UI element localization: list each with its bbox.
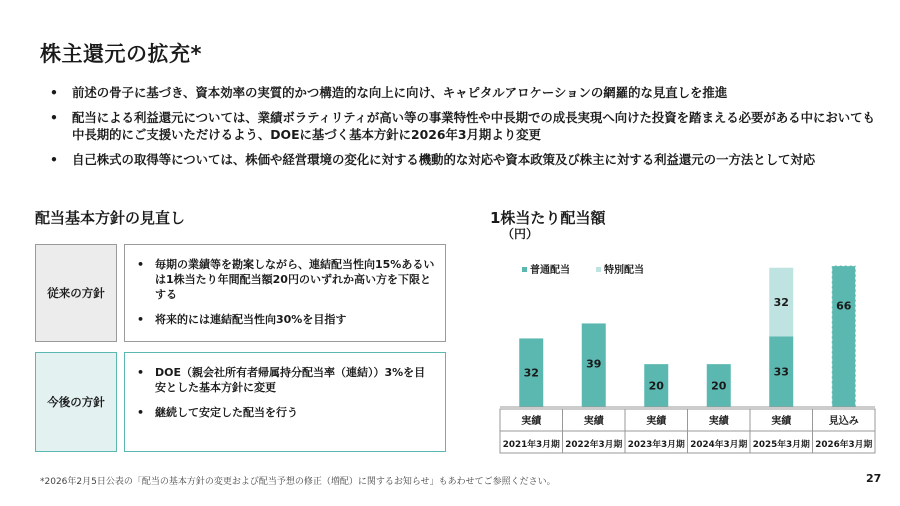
page-number: 27 — [866, 472, 882, 485]
category-status-label: 見込み — [828, 416, 859, 427]
new-policy-label-text: 今後の方針 — [47, 395, 105, 409]
policy-item-text: 毎期の業績等を勘案しながら、連結配当性向15%あるいは1株当たり年間配当額20円のいずれか高い方を下限とする — [155, 258, 435, 301]
category-status-label: 実績 — [521, 416, 542, 427]
category-label: 2024年3月期 — [690, 440, 748, 450]
legend-label: 普通配当 — [530, 265, 570, 276]
bullet-text: 前述の骨子に基づき、資本効率の実質的かつ構造的な向上に向け、キャピタルアロケーションの網羅的な見直しを推進 — [72, 85, 728, 100]
data-label: 66 — [836, 299, 852, 313]
data-label: 32 — [773, 296, 789, 309]
chart-unit-label: （円） — [502, 227, 539, 241]
policy-item-text: 継続して安定した配当を行う — [155, 406, 298, 419]
bullet-dot: • — [50, 110, 58, 125]
category-status-label: 実績 — [583, 416, 604, 427]
policy-item-text: DOE（親会社所有者帰属持分配当率（連結））3%を目安とした基本方針に変更 — [155, 366, 426, 394]
old-policy-label-text: 従来の方針 — [47, 286, 105, 300]
legend-label: 特別配当 — [604, 265, 644, 276]
legend-swatch — [596, 267, 601, 272]
page-title: 株主還元の拡充* — [40, 42, 202, 66]
legend-swatch — [522, 267, 527, 272]
data-label: 32 — [523, 366, 539, 380]
bullet-dot: • — [137, 406, 145, 419]
bullet-text: 配当による利益還元については、業績ボラティリティが高い等の事業特性や中長期での成長実現へ向けた投資を踏まえる必要がある中においても中長期的にご支援いただけるよう、DOEに基づく基本方針に2026年3月期より変更 — [72, 110, 875, 142]
data-label: 33 — [773, 365, 789, 379]
bullet-dot: • — [137, 258, 145, 271]
data-label: 39 — [586, 357, 602, 371]
category-label: 2022年3月期 — [565, 440, 623, 450]
bullet-dot: • — [50, 85, 58, 100]
category-label: 2023年3月期 — [627, 440, 685, 450]
data-label: 20 — [648, 379, 664, 393]
category-label: 2021年3月期 — [502, 440, 560, 450]
category-status-label: 実績 — [708, 416, 729, 427]
policy-section-title: 配当基本方針の見直し — [35, 209, 186, 227]
category-status-label: 実績 — [771, 416, 792, 427]
bullet-text: 自己株式の取得等については、株価や経営環境の変化に対する機動的な対応や資本政策及び株主に対する利益還元の一方法として対応 — [72, 152, 816, 167]
bar-regular — [832, 266, 856, 407]
data-label: 20 — [711, 379, 727, 393]
bullet-dot: • — [137, 366, 145, 379]
category-label: 2025年3月期 — [752, 440, 810, 450]
policy-item-text: 将来的には連結配当性向30%を目指す — [155, 313, 347, 326]
footnote: *2026年2月5日公表の「配当の基本方針の変更および配当予想の修正（増配）に関するお知らせ」もあわせてご参照ください。 — [40, 477, 556, 487]
category-status-label: 実績 — [646, 416, 667, 427]
bullet-dot: • — [50, 152, 58, 167]
chart-section-title: 1株当たり配当額 — [490, 209, 606, 227]
bullet-dot: • — [137, 313, 145, 326]
category-label: 2026年3月期 — [815, 440, 873, 450]
